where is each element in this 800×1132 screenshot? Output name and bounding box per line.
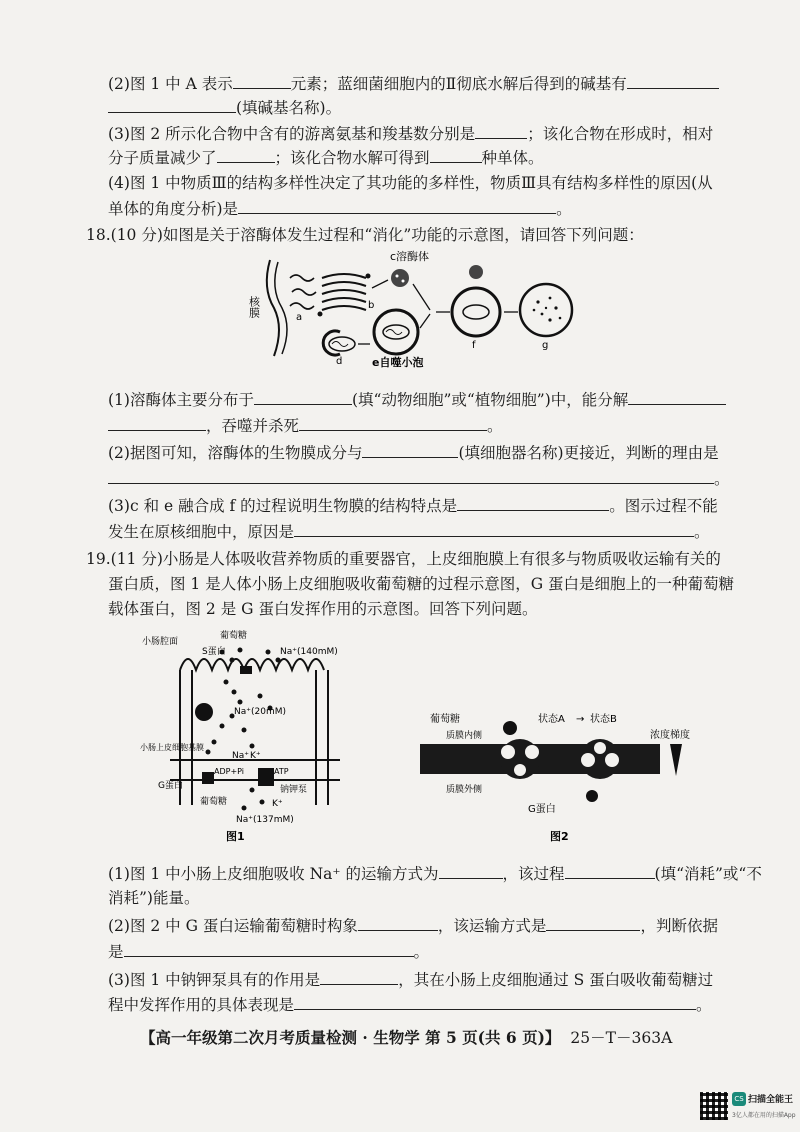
label-adp: ADP+Pi [214, 767, 245, 776]
label-state-a: 状态A [538, 714, 565, 725]
lysosome-c [391, 269, 409, 287]
mitochondrion-d [329, 337, 355, 351]
q19-stem-line1: 19.(11 分)小肠是人体吸收营养物质的重要器官，上皮细胞膜上有很多与物质吸收运输有关的 [86, 550, 721, 568]
q17-blank-mass[interactable] [217, 146, 275, 163]
q19-part3-line1: (3)图 1 中钠钾泵具有的作用是 ，其在小肠上皮细胞通过 S 蛋白吸收葡萄糖过 [108, 968, 713, 991]
label-f: f [472, 340, 476, 351]
autophagosome-e [374, 310, 418, 354]
q17-blank-diversity[interactable] [238, 197, 556, 214]
q18-blank-kill[interactable] [299, 414, 487, 431]
q18-part1-line1: (1)溶酶体主要分布于 (填“动物细胞”或“植物细胞”)中，能分解 [108, 388, 726, 411]
nuclear-membrane [267, 260, 279, 356]
q19-blank-conformation[interactable] [358, 914, 438, 931]
label-outer: 质膜外侧 [446, 785, 483, 795]
q18-part3-line1: (3)c 和 e 融合成 f 的过程说明生物膜的结构特点是 。图示过程不能 [108, 494, 718, 517]
q17-part4-line2: 单体的角度分析)是 。 [108, 197, 572, 220]
label-k: K⁺ [250, 751, 261, 761]
q17-blank-bases-cont[interactable] [108, 96, 236, 113]
residual-body-g [520, 284, 572, 336]
q19-stem-line3: 载体蛋白，图 2 是 G 蛋白发挥作用的示意图。回答下列问题。 [108, 600, 538, 618]
label-g-protein: G蛋白 [158, 781, 183, 791]
q19-part2-line2: 是 。 [108, 940, 429, 963]
endoplasmic-reticulum [290, 275, 316, 309]
figure-2-caption: 图2 [550, 830, 569, 843]
qr-code-icon [700, 1092, 728, 1120]
q19-blank-na-transport[interactable] [439, 862, 503, 879]
q17-part3-line2: 分子质量减少了 ；该化合物水解可得到 种单体。 [108, 146, 544, 169]
label-na-out: Na⁺(140mM) [280, 647, 338, 657]
label-lysosome: c溶酶体 [390, 250, 430, 263]
q18-blank-organelle[interactable] [362, 441, 458, 458]
label-inner: 质膜内侧 [446, 731, 483, 741]
q19-part2-line1: (2)图 2 中 G 蛋白运输葡萄糖时构象 ，该运输方式是 ，判断依据 [108, 914, 718, 937]
label-atp: ATP [274, 767, 289, 776]
q18-part2-line1: (2)据图可知，溶酶体的生物膜成分与 (填细胞器名称)更接近，判断的理由是 [108, 441, 719, 464]
q17-part2-line1: (2)图 1 中 A 表示 元素；蓝细菌细胞内的Ⅱ彻底水解后得到的碱基有 [108, 72, 719, 95]
camscanner-icon: CS [732, 1092, 746, 1106]
badge-sub: 3亿人都在用的扫描App [732, 1112, 796, 1119]
label-lumen: 小肠腔面 [142, 637, 179, 647]
label-glucose: 葡萄糖 [430, 714, 460, 725]
q18-blank-cell-type[interactable] [254, 388, 352, 405]
page-footer [140, 1026, 672, 1048]
q17-part4-line1: (4)图 1 中物质Ⅲ的结构多样性决定了其功能的多样性，物质Ⅲ具有结构多样性的原因(从 [108, 174, 713, 192]
nucleus [195, 703, 213, 721]
q19-part3-line2: 程中发挥作用的具体表现是 。 [108, 993, 712, 1016]
label-nucleus: 核膜 [247, 296, 261, 318]
label-b: b [368, 300, 375, 311]
label-s-protein: S蛋白 [202, 647, 226, 657]
q17-blank-amino-carboxyl[interactable] [475, 122, 527, 139]
q17-part3-line1: (3)图 2 所示化合物中含有的游离氨基和羧基数分别是 ；该化合物在形成时，相对 [108, 122, 713, 145]
label-glucose-top: 葡萄糖 [220, 631, 248, 641]
label-na: Na⁺ [232, 751, 249, 761]
q17-part2-line2: (填碱基名称)。 [108, 96, 341, 119]
q19-part1-line1: (1)图 1 中小肠上皮细胞吸收 Na⁺ 的运输方式为 ，该过程 (填“消耗”或“不 [108, 862, 762, 885]
gradient-icon [670, 744, 682, 776]
label-na-in: Na⁺(20mM) [234, 707, 287, 717]
label-autophagosome: e自噬小泡 [372, 356, 424, 369]
exam-code: 25－T－363A [570, 1029, 673, 1047]
q18-stem: 18.(10 分)如图是关于溶酶体发生过程和“消化”功能的示意图，请回答下列问题： [86, 226, 644, 244]
sodium-potassium-pump [258, 768, 274, 786]
q19-part1-line2: 消耗”)能量。 [108, 889, 200, 907]
glucose-molecule [503, 721, 517, 735]
autolysosome-f [452, 288, 500, 336]
q19-blank-basis[interactable] [124, 940, 414, 957]
scanner-badge [700, 1090, 796, 1124]
q18-blank-decompose-cont[interactable] [108, 414, 206, 431]
label-a: a [296, 312, 303, 323]
q19-blank-specific[interactable] [294, 993, 696, 1010]
q17-blank-monomers[interactable] [430, 146, 482, 163]
label-d: d [336, 356, 343, 367]
figure-1-intestinal-cell [140, 630, 400, 845]
q18-part1-line2: ，吞噬并杀死 。 [108, 414, 503, 437]
lysosome-diagram [247, 248, 590, 369]
label-k2: K⁺ [272, 799, 283, 809]
q18-blank-reason[interactable] [108, 467, 714, 484]
q19-blank-transport-type[interactable] [546, 914, 640, 931]
s-protein [240, 666, 252, 674]
figure-2-g-protein [420, 700, 710, 845]
label-g: g [542, 340, 549, 351]
q17-blank-element[interactable] [233, 72, 291, 89]
golgi-apparatus [322, 274, 366, 310]
label-basement: 小肠上皮细胞基膜 [140, 743, 204, 752]
q18-part3-line2: 发生在原核细胞中，原因是 。 [108, 520, 710, 543]
badge-name: 扫描全能王 [748, 1095, 794, 1105]
figure-1-caption: 图1 [226, 830, 245, 843]
q19-stem-line2: 蛋白质，图 1 是人体小肠上皮细胞吸收葡萄糖的过程示意图，G 蛋白是细胞上的一种葡萄糖 [108, 575, 735, 593]
q18-blank-decompose[interactable] [628, 388, 726, 405]
q18-blank-prokaryote[interactable] [294, 520, 694, 537]
label-gradient: 浓度梯度 [650, 730, 690, 741]
label-arrow: → [576, 714, 585, 725]
q18-blank-structure[interactable] [457, 494, 609, 511]
phagophore [323, 331, 340, 355]
label-pump: 钠钾泵 [280, 785, 308, 795]
footer-text: 【高一年级第二次月考质量检测 · 生物学 第 5 页(共 6 页)】 [140, 1028, 561, 1047]
label-g-protein: G蛋白 [528, 804, 556, 815]
q18-part2-line2: 。 [108, 467, 730, 490]
q19-blank-pump-role[interactable] [320, 968, 398, 985]
q19-blank-energy[interactable] [565, 862, 655, 879]
q17-blank-bases[interactable] [627, 72, 719, 89]
g-protein [202, 772, 214, 784]
label-state-b: 状态B [590, 714, 617, 725]
label-na-blood: Na⁺(137mM) [236, 815, 294, 825]
label-glucose-bottom: 葡萄糖 [200, 797, 228, 807]
